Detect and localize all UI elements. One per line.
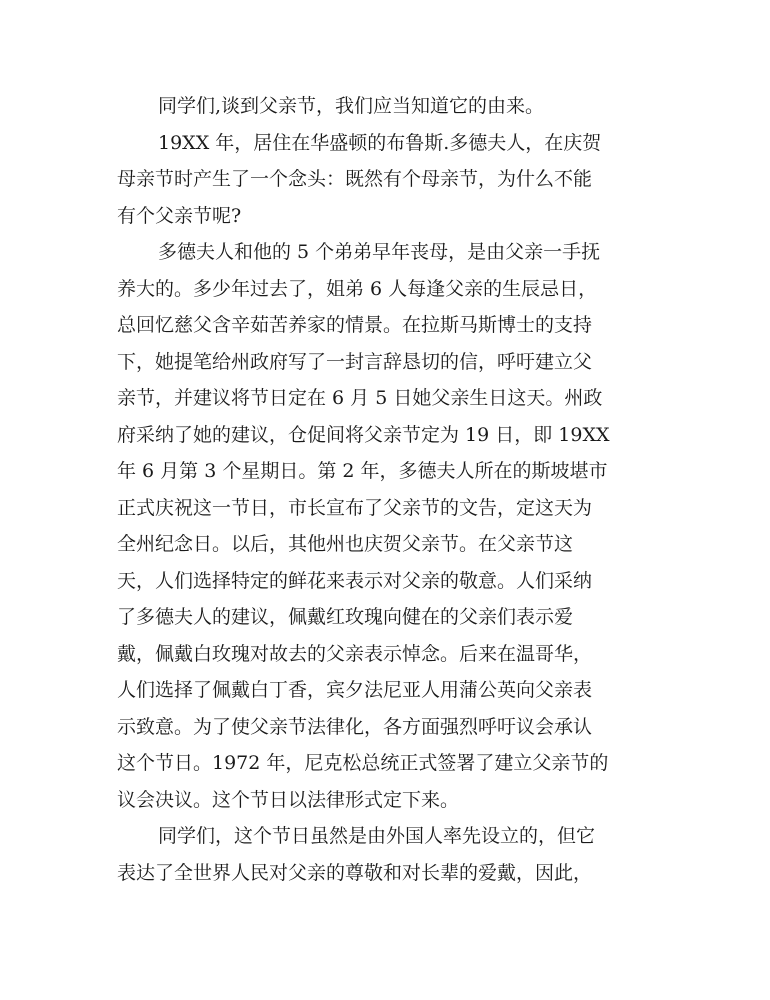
text-line: 了多德夫人的建议，佩戴红玫瑰向健在的父亲们表示爱 — [117, 606, 574, 628]
text-line: 母亲节时产生了一个念头：既然有个母亲节，为什么不能 — [117, 168, 593, 190]
text-line: 府采纳了她的建议，仓促间将父亲节定为 19 日，即 19XX — [117, 423, 610, 446]
text-line: 总回忆慈父含辛茹苦养家的情景。在拉斯马斯博士的支持 — [117, 314, 593, 336]
paragraph-origin — [117, 125, 647, 235]
paragraph-conclusion — [117, 818, 647, 891]
document-page — [117, 88, 647, 891]
text-line: 人们选择了佩戴白丁香，宾夕法尼亚人用蒲公英向父亲表 — [117, 679, 593, 701]
text-line: 19XX 年，居住在华盛顿的布鲁斯.多德夫人，在庆贺 — [158, 131, 602, 154]
text-line: 天，人们选择特定的鲜花来表示对父亲的敬意。人们采纳 — [117, 569, 593, 592]
text-line: 年 6 月第 3 个星期日。第 2 年，多德夫人所在的斯坡堪市 — [117, 460, 608, 482]
text-line: 议会决议。这个节日以法律形式定下来。 — [117, 788, 460, 811]
text-line: 养大的。多少年过去了，姐弟 6 人每逢父亲的生辰忌日， — [117, 277, 598, 300]
text-line: 全州纪念日。以后，其他州也庆贺父亲节。在父亲节这 — [117, 533, 574, 555]
paragraph-intro — [117, 88, 647, 125]
text-line: 示致意。为了使父亲节法律化，各方面强烈呼吁议会承认 — [117, 715, 593, 738]
text-line: 这个节日。1972 年，尼克松总统正式签署了建立父亲节的 — [117, 752, 609, 774]
text-line: 亲节，并建议将节日定在 6 月 5 日她父亲生日这天。州政 — [117, 387, 603, 409]
text-line: 戴，佩戴白玫瑰对故去的父亲表示悼念。后来在温哥华， — [117, 642, 593, 665]
text-line: 同学们,谈到父亲节，我们应当知道它的由来。 — [158, 95, 545, 117]
text-line: 多德夫人和他的 5 个弟弟早年丧母，是由父亲一手抚 — [158, 241, 601, 263]
paragraph-history — [117, 234, 647, 818]
text-line: 有个父亲节呢? — [117, 204, 242, 227]
text-line: 正式庆祝这一节日，市长宣布了父亲节的文告，定这天为 — [117, 496, 593, 519]
text-line: 表达了全世界人民对父亲的尊敬和对长辈的爱戴，因此， — [117, 861, 593, 884]
text-line: 下，她提笔给州政府写了一封言辞恳切的信，呼吁建立父 — [117, 350, 593, 373]
text-line: 同学们，这个节日虽然是由外国人率先设立的，但它 — [158, 825, 596, 847]
